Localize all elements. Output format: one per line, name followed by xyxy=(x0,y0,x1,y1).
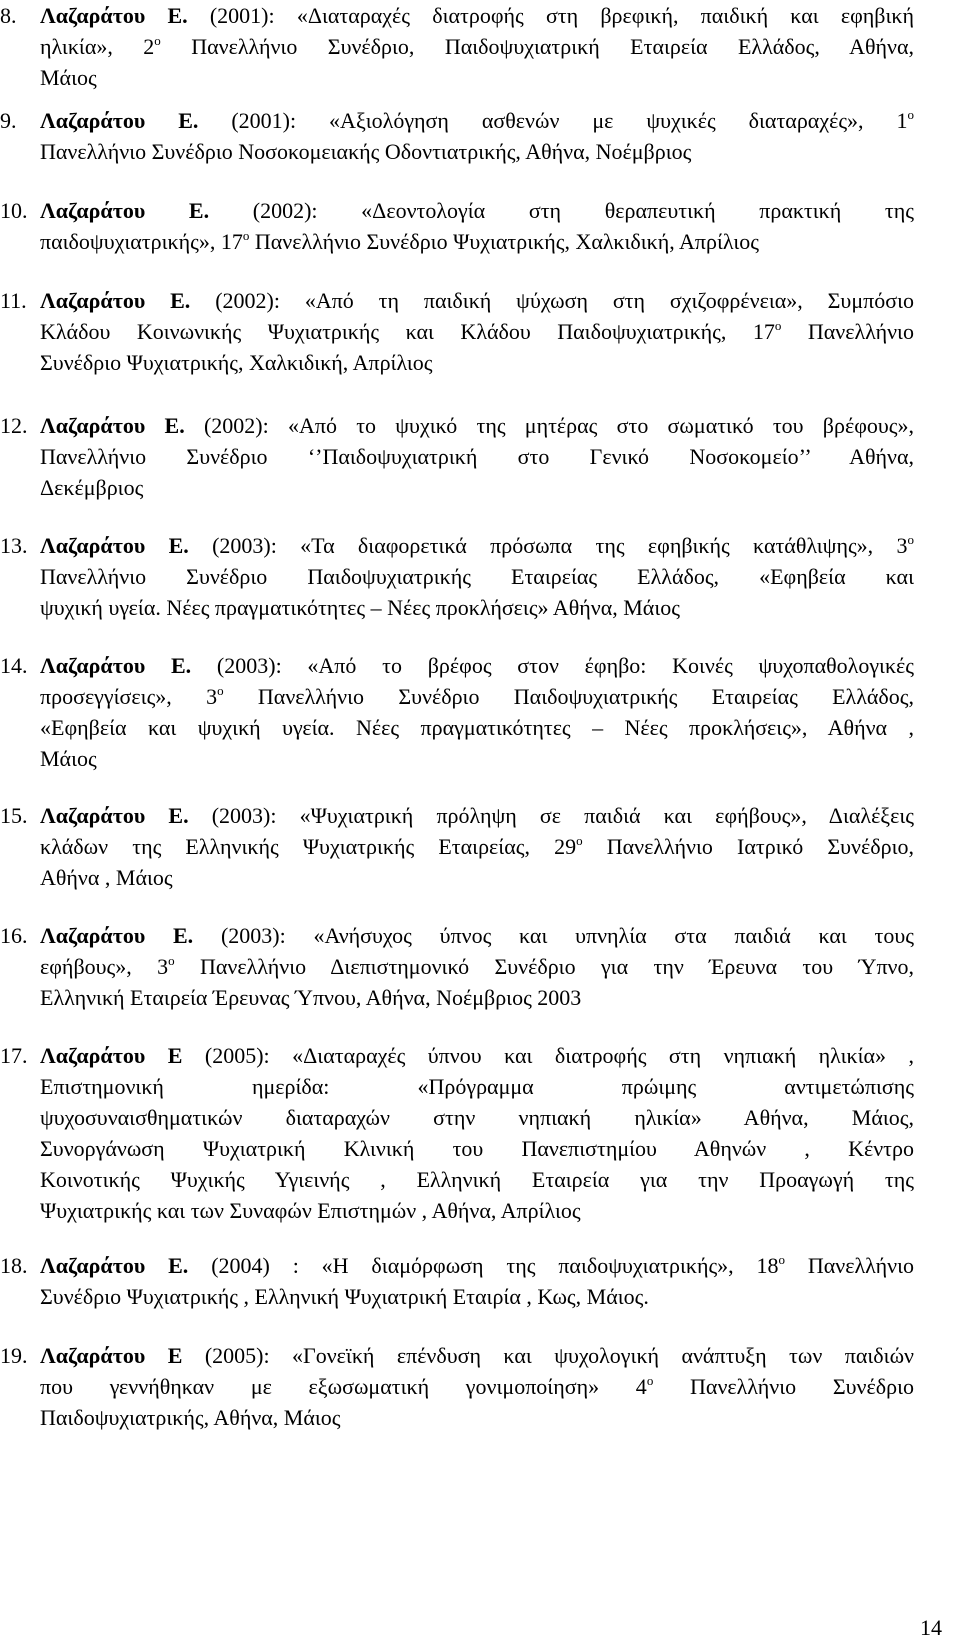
ordinal-superscript: ο xyxy=(778,1252,786,1267)
reference-text: (2001): «Διαταραχές διατροφής στη βρεφική, παιδική και εφηβική xyxy=(209,3,914,28)
reference-text: (2003): «Από το βρέφος στον έφηβο: Κοινές ψυχοπαθολογικές xyxy=(216,653,915,678)
ordinal-superscript: ο xyxy=(217,683,224,698)
reference-author: Λαζαράτου Ε. xyxy=(40,198,210,223)
reference-text: εφήβους», 3 xyxy=(40,954,169,979)
reference-author: Λαζαράτου Ε. xyxy=(40,3,188,28)
reference-line xyxy=(40,1071,914,1103)
reference-line xyxy=(40,105,914,137)
reference-text: (2005): «Γονεϊκή επένδυση και ψυχολογική ανάπτυξη των παιδιών xyxy=(204,1343,915,1368)
reference-text: ψυχοσυναισθηματικών διαταραχών στην νηπιακή ηλικία» Αθήνα, Μάιος, xyxy=(40,1105,914,1130)
ordinal-superscript: ο xyxy=(154,33,161,48)
reference-text: Συνέδριο Ψυχιατρικής, Χαλκιδική, Απρίλιος xyxy=(40,350,433,375)
reference-line xyxy=(40,650,914,682)
reference-text: Πανελλήνιο Συνέδριο Παιδοψυχιατρικής Εταιρείας Ελλάδος, «Εφηβεία και xyxy=(40,564,914,589)
reference-line xyxy=(40,592,914,624)
reference-number: 12. xyxy=(0,413,28,438)
reference-line xyxy=(40,1371,914,1403)
reference-text: Αθήνα , Μάιος xyxy=(40,865,173,890)
reference-line xyxy=(40,800,914,832)
reference-text: Πανελλήνιο Συνέδριο, Παιδοψυχιατρική Εταιρεία Ελλάδος, Αθήνα, xyxy=(160,34,914,59)
ordinal-superscript: ο xyxy=(646,1373,654,1388)
page-number: 14 xyxy=(920,1615,942,1640)
reference-author: Λαζαράτου Ε. xyxy=(40,803,189,828)
reference-text: Κοινοτικής Ψυχικής Υγιεινής , Ελληνική Εταιρεία για την Προαγωγή της xyxy=(40,1167,914,1192)
reference-line xyxy=(40,561,914,593)
reference-line xyxy=(40,951,914,983)
reference-line xyxy=(40,62,914,94)
reference-line xyxy=(40,195,914,227)
ordinal-superscript: ο xyxy=(576,833,583,848)
reference-text: Συνοργάνωση Ψυχιατρική Κλινική του Πανεπιστημίου Αθηνών , Κέντρο xyxy=(40,1136,914,1161)
ordinal-superscript: ο xyxy=(168,953,175,968)
reference-text: (2001): «Αξιολόγηση ασθενών με ψυχικές διαταραχές», 1 xyxy=(231,108,908,133)
reference-text: (2002): «Δεοντολογία στη θεραπευτική πρακτική της xyxy=(252,198,914,223)
reference-number: 13. xyxy=(0,533,28,558)
reference-author: Λαζαράτου Ε. xyxy=(40,653,192,678)
reference-text: προσεγγίσεις», 3 xyxy=(40,684,218,709)
reference-author: Λαζαράτου Ε. xyxy=(40,413,185,438)
reference-number: 8. xyxy=(0,3,17,28)
reference-author: Λαζαράτου Ε. xyxy=(40,288,191,313)
reference-line xyxy=(40,410,914,442)
reference-text: Πανελλήνιο Συνέδριο Ψυχιατρικής, Χαλκιδική, Απρίλιος xyxy=(249,229,759,254)
reference-line xyxy=(40,316,914,348)
reference-text: Πανελλήνιο Συνέδριο Νοσοκομειακής Οδοντιατρικής, Αθήνα, Νοέμβριος xyxy=(40,139,692,164)
reference-line xyxy=(40,347,914,379)
reference-number: 11. xyxy=(0,288,27,313)
reference-line xyxy=(40,1281,914,1313)
reference-number: 9. xyxy=(0,108,17,133)
reference-text: Μάιος xyxy=(40,746,97,771)
reference-line xyxy=(40,1133,914,1165)
reference-line xyxy=(40,1402,914,1434)
reference-text: Πανελλήνιο Ιατρικό Συνέδριο, xyxy=(582,834,915,859)
reference-line xyxy=(40,920,914,952)
reference-line xyxy=(40,1102,914,1134)
reference-number: 17. xyxy=(0,1043,28,1068)
reference-line xyxy=(40,862,914,894)
reference-line xyxy=(40,285,914,317)
reference-number: 16. xyxy=(0,923,28,948)
reference-text: (2002): «Από το ψυχικό της μητέρας στο σωματικό του βρέφους», xyxy=(203,413,915,438)
reference-line xyxy=(40,441,914,473)
reference-text: ψυχική υγεία. Νέες πραγματικότητες – Νέες προκλήσεις» Αθήνα, Μάιος xyxy=(40,595,680,620)
reference-text: (2004) : «Η διαμόρφωση της παιδοψυχιατρικής», 18 xyxy=(211,1253,779,1278)
reference-text: Πανελλήνιο Διεπιστημονικό Συνέδριο για την Έρευνα του Ύπνο, xyxy=(174,954,915,979)
reference-author: Λαζαράτου Ε. xyxy=(40,1253,189,1278)
reference-text: Πανελλήνιο Συνέδριο xyxy=(653,1374,914,1399)
reference-line xyxy=(40,472,914,504)
reference-text: «Εφηβεία και ψυχική υγεία. Νέες πραγματικότητες – Νέες προκλήσεις», Αθήνα , xyxy=(40,715,914,740)
reference-text: (2003): «Ψυχιατρική πρόληψη σε παιδιά και εφήβους», Διαλέξεις xyxy=(211,803,914,828)
reference-text: Παιδοψυχιατρικής, Αθήνα, Μάιος xyxy=(40,1405,341,1430)
ordinal-superscript: ο xyxy=(907,107,914,122)
reference-author: Λαζαράτου Ε xyxy=(40,1043,183,1068)
reference-line xyxy=(40,1195,914,1227)
reference-text: κλάδων της Ελληνικής Ψυχιατρικής Εταιρείας, 29 xyxy=(40,834,577,859)
reference-text: που γεννήθηκαν με εξωσωματική γονιμοποίηση» 4 xyxy=(40,1374,647,1399)
reference-number: 15. xyxy=(0,803,28,828)
reference-line xyxy=(40,1164,914,1196)
reference-line xyxy=(40,681,914,713)
reference-author: Λαζαράτου Ε. xyxy=(40,923,194,948)
reference-line xyxy=(40,982,914,1014)
reference-line xyxy=(40,136,914,168)
reference-text: (2002): «Από τη παιδική ψύχωση στη σχιζοφρένεια», Συμπόσιο xyxy=(215,288,915,313)
reference-text: (2005): «Διαταραχές ύπνου και διατροφής στη νηπιακή ηλικία» , xyxy=(204,1043,915,1068)
reference-line xyxy=(40,1340,914,1372)
reference-text: (2003): «Τα διαφορετικά πρόσωπα της εφηβικής κατάθλιψης», 3 xyxy=(212,533,908,558)
reference-line xyxy=(40,831,914,863)
reference-text: (2003): «Ανήσυχος ύπνος και υπνηλία στα παιδιά και τους xyxy=(220,923,915,948)
reference-text: Συνέδριο Ψυχιατρικής , Ελληνική Ψυχιατρική Εταιρία , Κως, Μάιος. xyxy=(40,1284,649,1309)
reference-text: Κλάδου Κοινωνικής Ψυχιατρικής και Κλάδου Παιδοψυχιατρικής, 17 xyxy=(40,319,775,344)
reference-line xyxy=(40,1250,914,1282)
reference-number: 19. xyxy=(0,1343,28,1368)
reference-number: 18. xyxy=(0,1253,28,1278)
reference-line xyxy=(40,226,914,258)
reference-text: Μάιος xyxy=(40,65,97,90)
reference-line xyxy=(40,0,914,32)
reference-line xyxy=(40,712,914,744)
reference-author: Λαζαράτου Ε xyxy=(40,1343,183,1368)
reference-number: 14. xyxy=(0,653,28,678)
reference-text: Ψυχιατρικής και των Συναφών Επιστημών , Αθήνα, Απρίλιος xyxy=(40,1198,581,1223)
reference-author: Λαζαράτου Ε. xyxy=(40,533,189,558)
reference-line xyxy=(40,31,914,63)
ordinal-superscript: ο xyxy=(907,532,914,547)
reference-text: παιδοψυχιατρικής», 17 xyxy=(40,229,243,254)
reference-text: Δεκέμβριος xyxy=(40,475,144,500)
reference-author: Λαζαράτου Ε. xyxy=(40,108,199,133)
reference-text: Πανελλήνιο Συνέδριο ‘’Παιδοψυχιατρική στο Γενικό Νοσοκομείο’’ Αθήνα, xyxy=(40,444,914,469)
reference-text: Ελληνική Εταιρεία Έρευνας Ύπνου, Αθήνα, Νοέμβριος 2003 xyxy=(40,985,582,1010)
reference-text: Πανελλήνιο Συνέδριο Παιδοψυχιατρικής Εταιρείας Ελλάδος, xyxy=(223,684,914,709)
reference-text: Πανελλήνιο xyxy=(785,1253,915,1278)
ordinal-superscript: ο xyxy=(774,318,782,333)
reference-text: Επιστημονική ημερίδα: «Πρόγραμμα πρώιμης αντιμετώπισης xyxy=(40,1074,914,1099)
reference-line xyxy=(40,530,914,562)
ordinal-superscript: ο xyxy=(242,228,250,243)
reference-line xyxy=(40,1040,914,1072)
reference-number: 10. xyxy=(0,198,28,223)
reference-text: ηλικία», 2 xyxy=(40,34,155,59)
reference-text: Πανελλήνιο xyxy=(781,319,914,344)
reference-line xyxy=(40,743,914,775)
